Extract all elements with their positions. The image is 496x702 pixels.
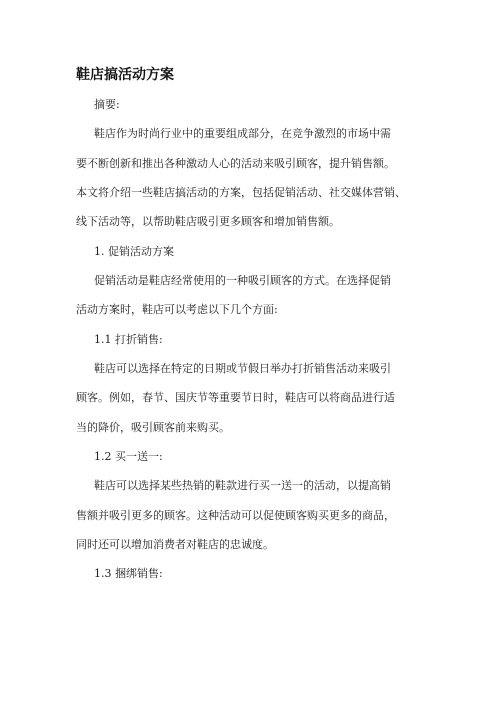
section-1-line-1: 促销活动是鞋店经常使用的一种吸引顾客的方式。在选择促销 (94, 274, 391, 287)
subsection-1-2-heading: 1.2 买一送一: (94, 450, 163, 463)
abstract-line-3: 本文将介绍一些鞋店搞活动的方案，包括促销活动、社交媒体营销、 (76, 186, 406, 199)
subsection-1-2-line-1: 鞋店可以选择某些热销的鞋款进行买一送一的活动，以提高销 (94, 479, 391, 492)
subsection-1-1-line-3: 当的降价，吸引顾客前来购买。 (76, 421, 230, 434)
abstract-line-1: 鞋店作为时尚行业中的重要组成部分，在竞争激烈的市场中需 (94, 127, 391, 140)
abstract-line-4: 线下活动等，以帮助鞋店吸引更多顾客和增加销售额。 (76, 215, 340, 228)
subsection-1-2-line-2: 售额并吸引更多的顾客。这种活动可以促使顾客购买更多的商品， (76, 509, 395, 522)
section-1-line-2: 活动方案时，鞋店可以考虑以下几个方面: (76, 303, 278, 316)
document-title: 鞋店搞活动方案 (76, 67, 174, 83)
subsection-1-2-line-3: 同时还可以增加消费者对鞋店的忠诚度。 (76, 538, 274, 551)
subsection-1-1-heading: 1.1 打折销售: (94, 333, 163, 346)
subsection-1-1-line-2: 顾客。例如，春节、国庆节等重要节日时，鞋店可以将商品进行适 (76, 391, 395, 404)
abstract-heading: 摘要: (94, 98, 120, 111)
subsection-1-1-line-1: 鞋店可以选择在特定的日期或节假日举办打折销售活动来吸引 (94, 362, 391, 375)
abstract-line-2: 要不断创新和推出各种激动人心的活动来吸引顾客，提升销售额。 (76, 157, 395, 170)
subsection-1-3-heading: 1.3 捆绑销售: (94, 567, 163, 580)
section-1-heading: 1. 促销活动方案 (94, 245, 174, 258)
